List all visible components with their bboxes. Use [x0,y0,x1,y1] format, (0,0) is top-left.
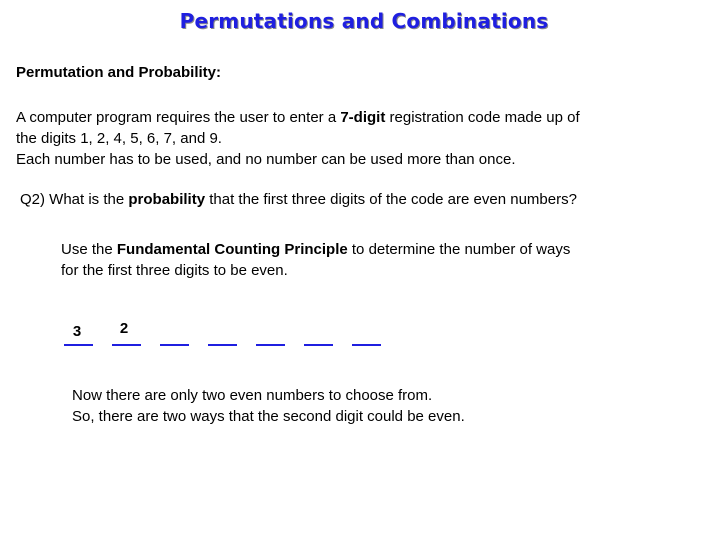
fcp-line-2: for the first three digits to be even. [61,262,288,279]
explanation-line-1: Now there are only two even numbers to choose from. [72,387,433,404]
slot-line-4 [208,344,237,346]
problem-line-1-pre: A computer program requires the user to enter a [16,109,341,126]
slot-line-6 [304,344,333,346]
fcp-line-1 [61,239,570,260]
problem-line-2: the digits 1, 2, 4, 5, 6, 7, and 9. [16,130,222,147]
question-bold: probability [128,191,206,208]
slot-value-1: 3 [72,323,82,340]
slot-line-1 [64,344,93,346]
question-post: that the first three digits of the code are even numbers? [205,191,577,208]
fcp-instruction [61,239,570,281]
problem-line-1 [16,107,580,128]
fcp-line-1-pre: Use the [61,241,117,258]
question-pre: Q2) What is the [20,191,129,208]
fcp-line-1-bold: Fundamental Counting Principle [116,241,348,258]
problem-line-1-post: registration code made up of [385,109,580,126]
explanation-text [72,385,465,427]
fcp-line-1-post: to determine the number of ways [347,241,571,258]
slot-line-5 [256,344,285,346]
problem-line-1-bold: 7-digit [340,109,386,126]
page-title: Permutations and Combinations [179,9,549,33]
slot-value-2: 2 [119,320,129,337]
problem-statement [16,107,580,170]
question-text [20,191,577,208]
slot-line-7 [352,344,381,346]
section-subheading: Permutation and Probability: [16,64,222,81]
explanation-line-2: So, there are two ways that the second digit could be even. [72,408,465,425]
slot-line-3 [160,344,189,346]
slot-line-2 [112,344,141,346]
problem-line-3: Each number has to be used, and no number can be used more than once. [16,151,516,168]
